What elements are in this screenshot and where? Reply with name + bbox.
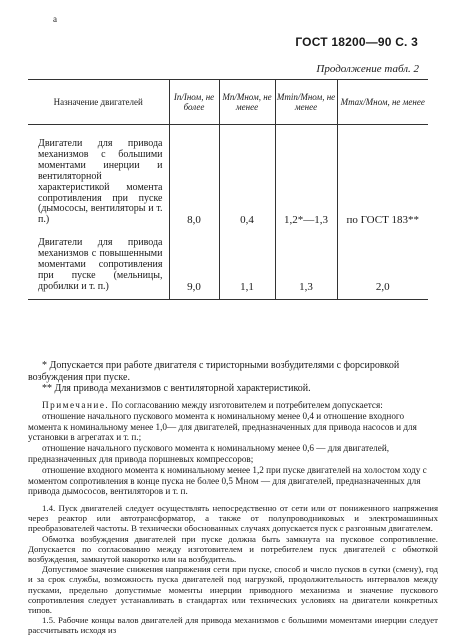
row-value: 9,0 <box>169 232 219 299</box>
row-value: 1,1 <box>219 232 275 299</box>
footnote: ** Для привода механизмов с вентиляторной характеристикой. <box>42 383 311 394</box>
footnote: * Допускается при работе двигателя с тиристорными возбудителями с форсировкой возбуждения при пуске. <box>28 360 400 383</box>
row-value: 0,4 <box>219 125 275 233</box>
row-description: Двигатели для привода механизмов с повышенными моментами сопротивления при пуске (мельницы, дробилки и т. п.) <box>28 232 169 299</box>
note-intro <box>28 400 438 411</box>
header-purpose: Назначение двигателей <box>28 80 169 125</box>
paragraph: Допустимое значение снижения напряжения сети при пуске, способ и число пусков в сутки (смену), год и за срок службы, возможность пуска двигателей под нагрузкой, продолжительность интервалов между пусками, предельно допустимые моменты инерции приводного механизма и значение пускового сопротивления следует устанавливать в стандартах или технических условиях на двигатели конкретных типов. <box>28 564 438 616</box>
page-header: ГОСТ 18200—90 С. 3 <box>295 35 418 49</box>
header-start-torque-ratio: Mп/Mном, не менее <box>219 80 275 125</box>
row-description: Двигатели для привода механизмов с большими моментами инерции и вентиляторной характеристикой момента сопротивления при пуске (дымососы, вентиляторы и т. п.) <box>38 138 163 226</box>
paragraph: 1.5. Рабочие концы валов двигателей для привода механизмов с большими моментами инерции следует рассчитывать исходя из <box>28 615 438 636</box>
row-value: 8,0 <box>169 125 219 233</box>
body-text <box>28 503 438 636</box>
paragraph: Обмотка возбуждения двигателей при пуске должна быть замкнута на пусковое сопротивление. Допускается по согласованию между изготовителем и потребителем пуск двигателей с обмоткой возбуждения, замкнутой накоротко или на возбудитель. <box>28 533 438 565</box>
row-value: 1,3 <box>275 232 337 299</box>
table-header-row <box>28 80 428 125</box>
table-row <box>28 125 428 233</box>
note-line: отношение входного момента к номинальному менее 1,2 при пуске двигателей на холостом ходу с моментом сопротивления в конце пуска не более 0,5 Mном — для двигателей, предназначенных для привода дымососов, вентиляторов и т. п. <box>28 464 427 497</box>
row-value: 1,2*—1,3 <box>275 125 337 233</box>
note-block <box>28 400 438 497</box>
motor-parameters-table <box>28 79 428 300</box>
note-title: Примечание. <box>42 400 110 410</box>
corner-mark: a <box>53 14 57 24</box>
row-value: 2,0 <box>337 232 428 299</box>
header-current-ratio: Iп/Iном, не более <box>169 80 219 125</box>
header-min-torque-ratio: Mmin/Mном, не менее <box>275 80 337 125</box>
row-value: по ГОСТ 183** <box>337 125 428 233</box>
note-line: отношение начального пускового момента к номинальному менее 0,4 и отношение входного момента к номинальному менее 1,0— для двигателей, предназначенных для привода насосов и для установки в агрегатах и т. п.; <box>28 410 417 443</box>
paragraph: 1.4. Пуск двигателей следует осуществлять непосредственно от сети или от пониженного напряжения через реактор или автотрансформатор, а также от полупроводниковых и электромашинных преобразователей частоты. В технически обоснованных случаях допускается пуск с разгонным двигателем. <box>28 503 438 534</box>
header-max-torque-ratio: Mmax/Mном, не менее <box>337 80 428 125</box>
table-continuation-label: Продолжение табл. 2 <box>316 63 419 75</box>
footnotes <box>28 360 438 395</box>
table-row <box>28 232 428 299</box>
note-line: По согласованию между изготовителем и потребителем допускается: <box>111 400 383 410</box>
note-line: отношение начального пускового момента к номинальному менее 0,6 — для двигателей, предназначенных для привода поршневых компрессоров; <box>28 443 390 464</box>
